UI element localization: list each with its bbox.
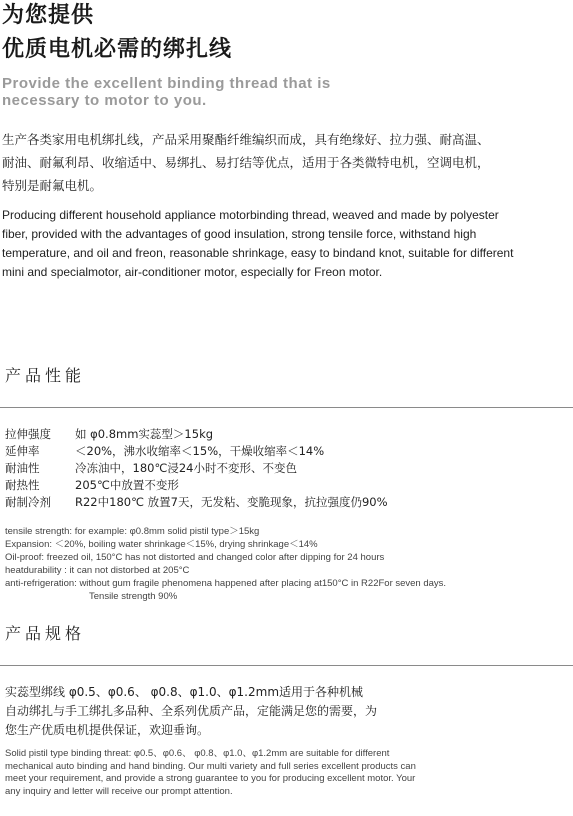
performance-en-line: tensile strength: for example: φ0.8mm solid pistil type＞15kg	[5, 526, 260, 537]
spec-en-line: Solid pistil type binding threat: φ0.5、φ0.6、 φ0.8、φ1.0、φ1.2mm are suitable for different	[5, 748, 390, 759]
page-title-line-1: 为您提供	[2, 3, 95, 28]
performance-divider	[0, 407, 573, 408]
spec-heading: 产品规格	[5, 624, 86, 643]
intro-cn-line: 特别是耐氟电机。	[2, 178, 103, 193]
spec-cn-line: 您生产优质电机提供保证，欢迎垂询。	[5, 723, 210, 737]
performance-en-block	[5, 525, 446, 603]
intro-cn-line: 耐油、耐氟利昂、收缩适中、易绑扎、易打结等优点，适用于各类微特电机，空调电机，	[2, 155, 490, 170]
performance-row-label: 耐油性	[5, 461, 40, 475]
performance-row	[5, 460, 297, 477]
performance-row-label: 拉伸强度	[5, 427, 51, 441]
performance-row	[5, 477, 179, 494]
spec-cn-line: 实蕊型绑线 φ0.5、φ0.6、 φ0.8、φ1.0、φ1.2mm适用于各种机械	[5, 685, 364, 699]
spec-cn-line: 自动绑扎与手工绑扎多品种、全系列优质产品，定能满足您的需要，为	[5, 704, 378, 718]
performance-row-label: 耐制冷剂	[5, 495, 51, 509]
performance-en-line: Oil-proof: freezed oil, 150°C has not distorted and changed color after dipping for 24 hours	[5, 552, 385, 563]
intro-en-paragraph	[2, 206, 570, 282]
page-subtitle-en-line-2: necessary to motor to you.	[2, 92, 207, 109]
intro-cn-line: 生产各类家用电机绑扎线，产品采用聚酯纤维编织而成，具有绝缘好、拉力强、耐高温、	[2, 132, 490, 147]
performance-row-value: 冷冻油中，180℃浸24小时不変形、不变色	[75, 461, 297, 475]
spec-divider	[0, 665, 573, 666]
spec-cn-paragraph	[5, 683, 377, 740]
page-title-line-2: 优质电机必需的绑扎线	[2, 37, 233, 62]
spec-en-line: any inquiry and letter will receive our prompt attention.	[5, 785, 233, 797]
spec-en-line: meet your requirement, and provide a strong guarantee to you for producing excellent motor. Your	[5, 773, 416, 784]
performance-row-label: 耐热性	[5, 478, 40, 492]
performance-en-line: anti-refrigeration: without gum fragile phenomena happened after placing at150°C in R22For seven days.	[5, 578, 447, 589]
performance-en-line: Tensile strength 90%	[89, 591, 178, 602]
performance-row-value: 205℃中放置不变形	[75, 478, 179, 492]
intro-en-line: Producing different household appliance motorbinding thread, weaved and made by polyester	[2, 208, 499, 222]
intro-en-line: temperature, and oil and freon, reasonable shrinkage, easy to bindand knot, suitable for different	[2, 246, 514, 260]
performance-heading: 产品性能	[5, 366, 86, 385]
page-subtitle-en-line-1: Provide the excellent binding thread that is	[2, 75, 331, 92]
performance-row	[5, 443, 324, 460]
performance-row-value: R22中180℃ 放置7天，无发粘、变脆现象，抗拉强度仍90%	[75, 495, 388, 509]
intro-cn-paragraph	[2, 128, 567, 197]
performance-en-line: Expansion: ＜20%, boiling water shrinkage＜15%, drying shrinkage＜14%	[5, 539, 318, 550]
spec-en-paragraph	[5, 748, 416, 798]
intro-en-line: mini and specialmotor, air-conditioner motor, especially for Freon motor.	[2, 265, 383, 279]
spec-en-line: mechanical auto binding and hand binding. Our multi variety and full series excellent products can	[5, 760, 416, 772]
intro-en-line: fiber, provided with the advantages of good insulation, strong tensile force, withstand high	[2, 227, 477, 241]
performance-en-line: heatdurability : it can not distorbed at 205°C	[5, 565, 190, 576]
performance-row	[5, 426, 213, 443]
performance-row	[5, 494, 388, 511]
performance-row-value: 如 φ0.8mm实蕊型＞15kg	[75, 427, 214, 441]
performance-row-label: 延伸率	[5, 444, 40, 458]
performance-row-value: ＜20%，沸水收缩率＜15%，干燥收缩率＜14%	[75, 444, 325, 458]
